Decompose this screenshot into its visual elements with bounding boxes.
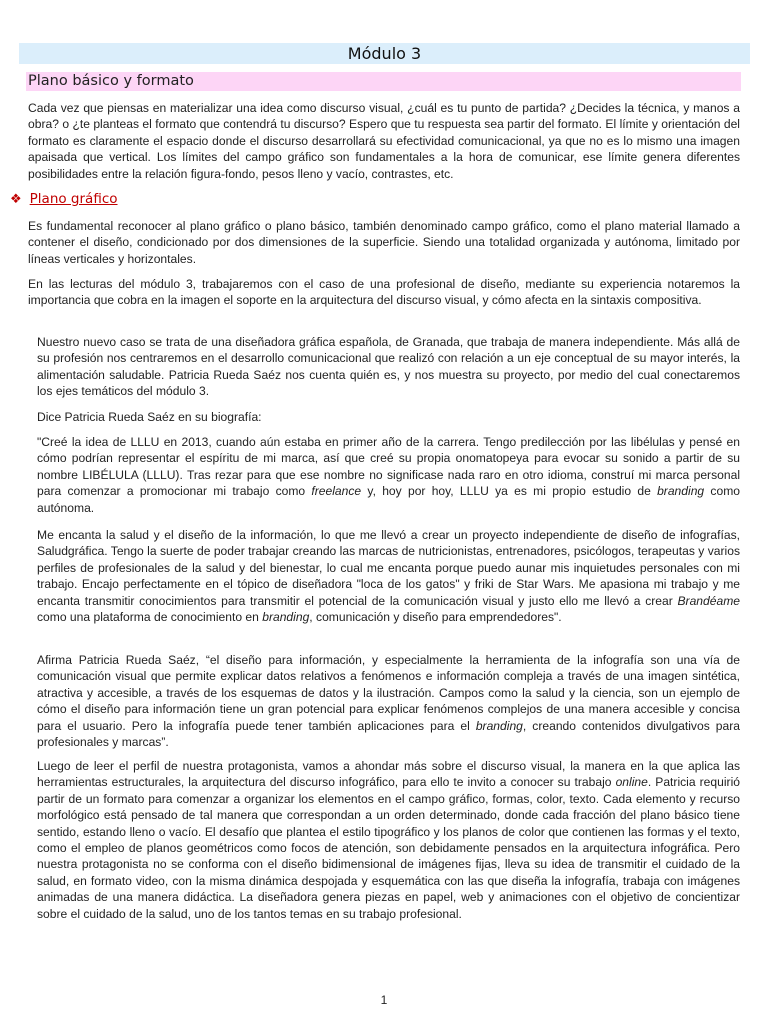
paragraph-lecturas: En las lecturas del módulo 3, trabajaremos con el caso de una profesional de diseño, mediante su experiencia notaremos la importancia que cobra en la imagen el soporte en la arquitectura del discurso visual, y cómo afecta en la sintaxis compositiva. xyxy=(28,277,740,308)
paragraph-quote-salud: Me encanta la salud y el diseño de la información, lo que me llevó a crear un proyecto independiente de diseño de infografías, Saludgráfica. Tengo la suerte de poder trabajar creando las marcas de nutricionistas, entrenadores, psicólogos, terapeutas y varios perfiles de profesionales de la salud y del bienestar, lo cual me encanta porque puedo aunar mis inquietudes personales con mi trabajo. Encajo perfectamente en el tópico de diseñadora "loca de los gatos" y friki de Star Wars. Me apasiona mi trabajo y me encanta transmitir conocimientos para transmitir el potencial de la comunicación visual y justo ello me llevó a crear Brandéame como una plataforma de conocimiento en branding, comunicación y diseño para emprendedores". xyxy=(37,528,740,625)
paragraph-biografia-intro: Dice Patricia Rueda Saéz en su biografía: xyxy=(37,410,262,424)
page-number: 1 xyxy=(380,993,388,1007)
paragraph-quote-lllu: "Creé la idea de LLLU en 2013, cuando aún estaba en primer año de la carrera. Tengo predilección por las libélulas y pensé en cómo podrían representar el espíritu de mi marca, así que creé su propia onomatopeya para evocar su sonido a partir de su nombre LIBÉLULA (LLLU). Tras rezar para que ese nombre no significase nada raro en otro idioma, construí mi marca personal para comenzar a promocionar mi trabajo como freelance y, hoy por hoy, LLLU ya es mi propio estudio de branding como autónoma. xyxy=(37,435,740,515)
diamond-bullet-icon: ❖ xyxy=(10,192,22,207)
paragraph-nuevo-caso: Nuestro nuevo caso se trata de una diseñadora gráfica española, de Granada, que trabaja de manera independiente. Más allá de su profesión nos centraremos en el desarrollo comunicacional que realizó con relación a un eje conceptual de su mayor interés, la alimentación saludable. Patricia Rueda Saéz nos cuenta quién es, y nos muestra su proyecto, por medio del cual conectaremos los ejes temáticos del módulo 3. xyxy=(37,335,740,399)
module-title-bar xyxy=(19,43,750,64)
subsection-title: Plano gráfico xyxy=(29,191,118,207)
paragraph-afirma: Afirma Patricia Rueda Saéz, “el diseño para información, y especialmente la herramienta de la infografía son una vía de comunicación visual que permite explicar datos relativos a fenómenos e información compleja a través de una imagen sintética, atractiva y accesible, a través de los esquemas de datos y la ilustración. Campos como la salud y la ciencia, son un ejemplo de cómo el diseño para información tiene un gran potencial para explicar fenómenos complejos de una manera accesible y concisa para el usuario. Pero la infografía puede tener también aplicaciones para el branding, creando contenidos divulgativos para profesionales y marcas”. xyxy=(37,653,740,750)
paragraph-luego: Luego de leer el perfil de nuestra protagonista, vamos a ahondar más sobre el discurso visual, la manera en la que aplica las herramientas estructurales, la arquitectura del discurso infográfico, para ello te invito a conocer su trabajo online. Patricia requirió partir de un formato para comenzar a organizar los elementos en el campo gráfico, formas, color, texto. Cada elemento y recurso morfológico está pensado de tal manera que correspondan a un orden determinado, donde cada fracción del plano básico tiene sentido, estando lleno o vacío. El desafío que plantea el estilo tipográfico y los planos de color que contienen las formas y el texto, como el empleo de planos geométricos como focos de atención, son debidamente pensados en la arquitectura infográfica. Pero nuestra protagonista no se conforma con el diseño bidimensional de imágenes fijas, lleva su idea de transmitir el cuidado de la salud, en formato video, con la misma dinámica despojada y esquemática con las que diseña la infografía, trabaja con imágenes animadas de una manera didáctica. La diseñadora genera piezas en papel, web y animaciones con el objetivo de concientizar sobre el cuidado de la salud, uno de los tantos temas en su trabajo profesional. xyxy=(37,759,740,921)
paragraph-plano-grafico: Es fundamental reconocer al plano gráfico o plano básico, también denominado campo gráfico, como el plano material llamado a contener el diseño, condicionado por dos dimensiones de la superficie. Siendo una totalidad organizada y autónoma, limitado por líneas verticales y horizontales. xyxy=(28,219,740,266)
section-title: Plano básico y formato xyxy=(28,73,194,89)
section-title-bar xyxy=(26,72,741,91)
intro-paragraph: Cada vez que piensas en materializar una idea como discurso visual, ¿cuál es tu punto de partida? ¿Decides la técnica, y manos a obra? o ¿te planteas el formato que contendrá tu discurso? Espero que tu respuesta sea partir del formato. El límite y orientación del formato es claramente el espacio donde el discurso desarrollará su efectividad comunicacional, ya que no es lo mismo una imagen apaisada que vertical. Los límites del campo gráfico son fundamentales a la hora de comunicar, ese límite genera diferentes posibilidades entre la relación figura-fondo, pesos lleno y vacío, contrastes, etc. xyxy=(28,101,740,181)
module-title: Módulo 3 xyxy=(347,44,422,63)
subsection-heading xyxy=(10,190,118,208)
